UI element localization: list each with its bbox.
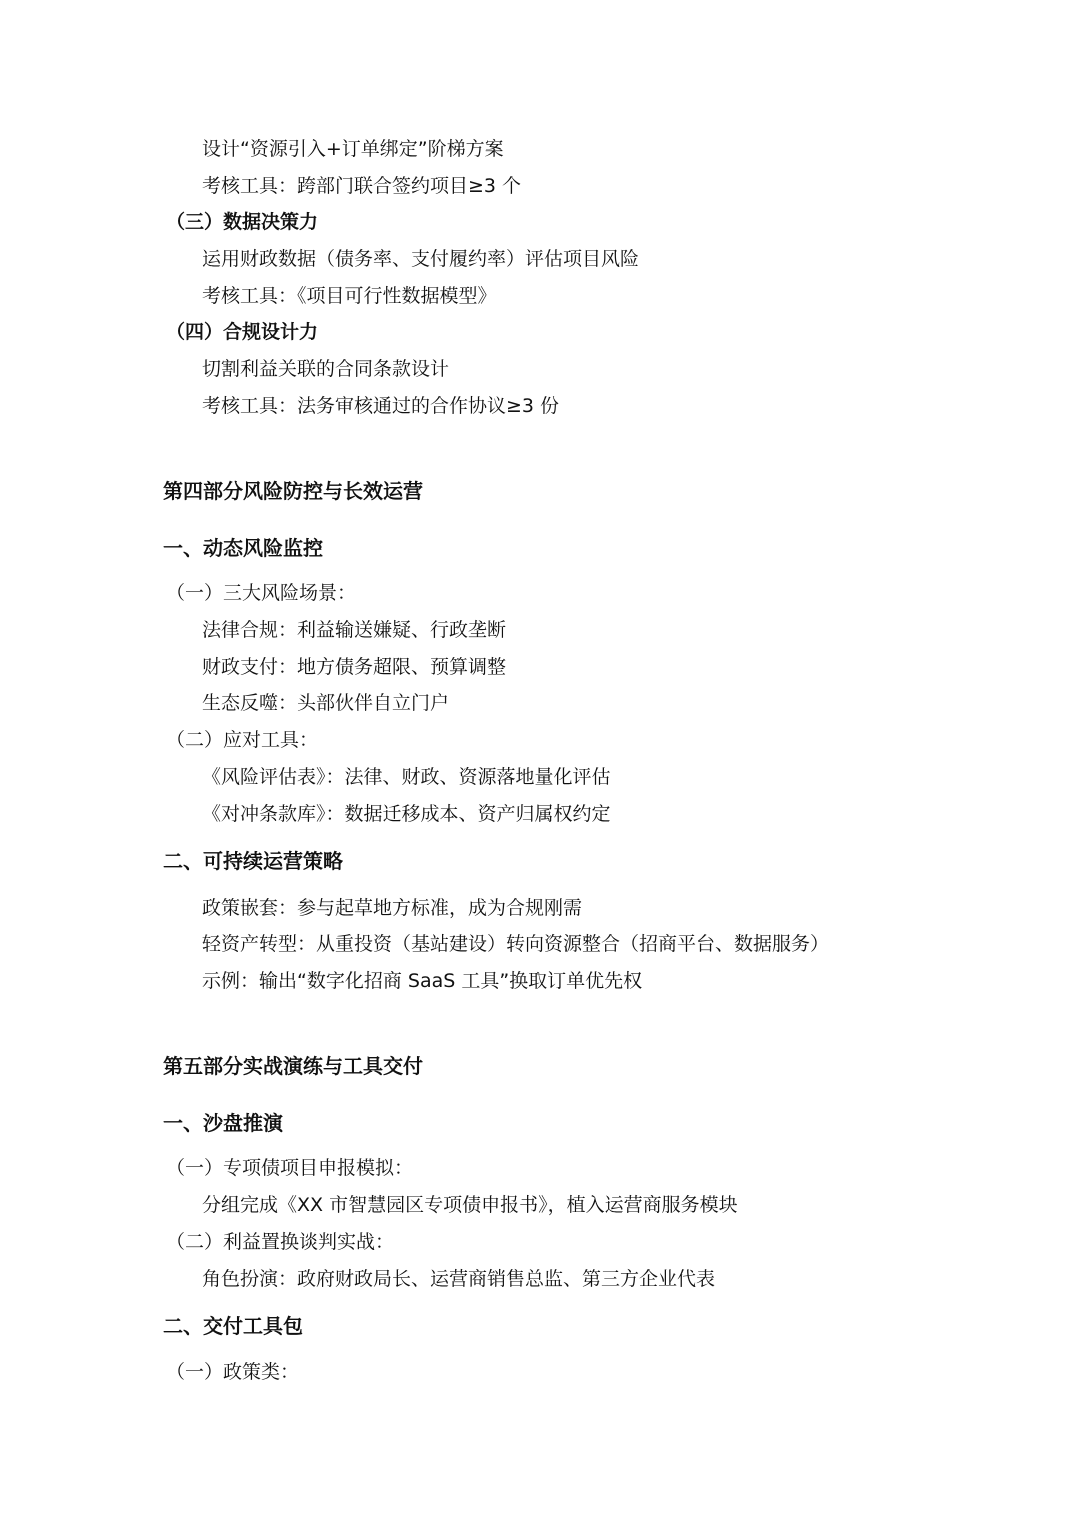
body-text: 《对冲条款库》：数据迁移成本、资产归属权约定 — [202, 803, 611, 825]
section-heading: 一、沙盘推演 — [163, 1111, 283, 1135]
body-text: 示例：输出“数字化招商 SaaS 工具”换取订单优先权 — [202, 970, 643, 992]
subsection-heading: （二）利益置换谈判实战： — [166, 1231, 395, 1253]
section-heading: 二、交付工具包 — [163, 1314, 303, 1338]
section-heading: 一、动态风险监控 — [163, 536, 323, 560]
part-heading: 第五部分实战演练与工具交付 — [163, 1054, 423, 1078]
body-text: 角色扮演：政府财政局长、运营商销售总监、第三方企业代表 — [202, 1268, 716, 1290]
body-text: 《风险评估表》：法律、财政、资源落地量化评估 — [202, 766, 611, 788]
subsection-heading: （四）合规设计力 — [166, 321, 319, 343]
body-text: 设计“资源引入+订单绑定”阶梯方案 — [202, 138, 504, 160]
body-text: 法律合规：利益输送嫌疑、行政垄断 — [202, 619, 507, 641]
subsection-heading: （一）专项债项目申报模拟： — [166, 1157, 414, 1179]
body-text: 政策嵌套：参与起草地方标准，成为合规刚需 — [202, 897, 583, 919]
body-text: 考核工具：跨部门联合签约项目≥3 个 — [202, 175, 522, 197]
subsection-heading: （一）政策类： — [166, 1361, 300, 1383]
section-heading: 二、可持续运营策略 — [163, 849, 343, 873]
body-text: 生态反噬：头部伙伴自立门户 — [202, 692, 450, 714]
body-text: 财政支付：地方债务超限、预算调整 — [202, 656, 507, 678]
body-text: 考核工具：《项目可行性数据模型》 — [202, 285, 497, 307]
subsection-heading: （二）应对工具： — [166, 729, 319, 751]
subsection-heading: （三）数据决策力 — [166, 211, 319, 233]
body-text: 切割利益关联的合同条款设计 — [202, 358, 450, 380]
body-text: 运用财政数据（债务率、支付履约率）评估项目风险 — [202, 248, 640, 270]
part-heading: 第四部分风险防控与长效运营 — [163, 479, 423, 503]
body-text: 轻资产转型：从重投资（基站建设）转向资源整合（招商平台、数据服务） — [202, 933, 830, 955]
subsection-heading: （一）三大风险场景： — [166, 582, 357, 604]
body-text: 考核工具：法务审核通过的合作协议≥3 份 — [202, 395, 560, 417]
body-text: 分组完成《XX 市智慧园区专项债申报书》，植入运营商服务模块 — [202, 1194, 738, 1216]
